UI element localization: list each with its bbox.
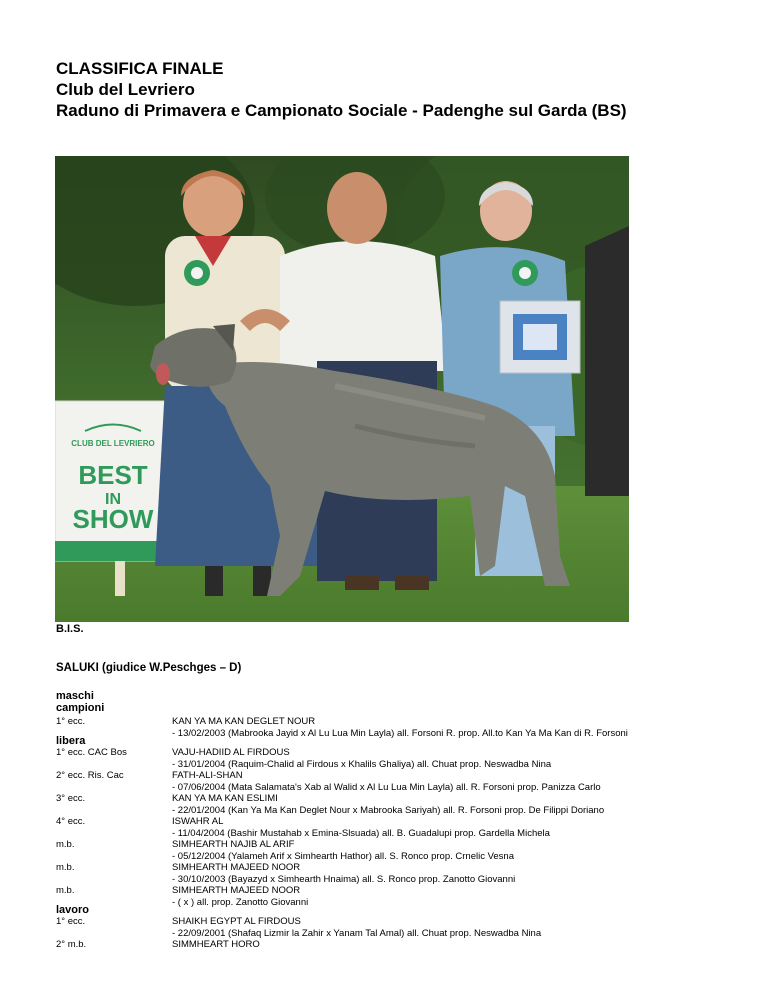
entry-label: 2° m.b. [56, 939, 87, 950]
entry [172, 939, 260, 951]
entry-name: KAN YA MA KAN ESLIMI [172, 793, 278, 804]
entry [172, 770, 601, 793]
entry-label: 1° ecc. [56, 716, 86, 727]
entry-name: SIMMHEART HORO [172, 939, 260, 950]
breed-title: SALUKI (giudice W.Peschges – D) [56, 662, 242, 674]
entry-name: SIMHEARTH NAJIB AL ARIF [172, 839, 295, 850]
entry-name: SHAIKH EGYPT AL FIRDOUS [172, 916, 301, 927]
entry-name: ISWAHR AL [172, 816, 224, 827]
sign-in-text: IN [105, 491, 121, 508]
entry [172, 747, 551, 770]
entry [172, 816, 550, 839]
entry-details: - 13/02/2003 (Mabrooka Jayid x Al Lu Lua Min Layla) all. Forsoni R. prop. All.to Kan Ya Ma Kan di R. Forsoni [172, 727, 628, 739]
entry-details: - 31/01/2004 (Raquim-Chalid al Firdous x Khalils Ghaliya) all. Chuat prop. Neswadba Nina [172, 758, 552, 770]
entry-name: SIMHEARTH MAJEED NOOR [172, 885, 301, 896]
sign-club-text: CLUB DEL LEVRIERO [71, 439, 155, 448]
entry-details: - 22/09/2001 (Shafaq Lizmir la Zahir x Yanam Tal Amal) all. Chuat prop. Neswadba Nina [172, 927, 542, 939]
entry [172, 839, 514, 862]
entry [172, 793, 604, 816]
document-title [56, 58, 627, 121]
entry [172, 916, 541, 939]
entry-details: - 11/04/2004 (Bashir Mustahab x Emina-Slsuada) all. B. Guadalupi prop. Gardella Michela [172, 827, 550, 839]
title-line-club: Club del Levriero [56, 80, 195, 99]
entry-details: - 30/10/2003 (Bayazyd x Simhearth Hnaima) all. S. Ronco prop. Zanotto Giovanni [172, 873, 516, 885]
entry-label: 1° ecc. [56, 916, 86, 927]
section-campioni: campioni [56, 702, 105, 714]
entry-label: m.b. [56, 839, 75, 850]
entry-name: SIMHEARTH MAJEED NOOR [172, 862, 301, 873]
title-line-classifica: CLASSIFICA FINALE [56, 59, 224, 78]
entry-name: VAJU-HADIID AL FIRDOUS [172, 747, 290, 758]
title-line-event: Raduno di Primavera e Campionato Sociale - Padenghe sul Garda (BS) [56, 101, 627, 120]
entry-label: 2° ecc. Ris. Cac [56, 770, 124, 781]
entry-name: KAN YA MA KAN DEGLET NOUR [172, 716, 316, 727]
entry [172, 716, 628, 739]
entry [172, 885, 308, 908]
entry [172, 862, 515, 885]
section-lavoro: lavoro [56, 904, 90, 916]
entry-label: 3° ecc. [56, 793, 86, 804]
entry-details: - 05/12/2004 (Yalameh Arif x Simhearth Hathor) all. S. Ronco prop. Crnelic Vesna [172, 850, 514, 862]
entry-details: - ( x ) all. prop. Zanotto Giovanni [172, 896, 309, 908]
entry-details: - 07/06/2004 (Mata Salamata's Xab al Walid x Al Lu Lua Min Layla) all. R. Forsoni prop. Panizza Carlo [172, 781, 601, 793]
section-libera: libera [56, 735, 86, 747]
entry-label: 1° ecc. CAC Bos [56, 747, 127, 758]
sign-show-text: SHOW [72, 504, 154, 534]
sign-best-text: BEST [78, 460, 148, 490]
entry-details: - 22/01/2004 (Kan Ya Ma Kan Deglet Nour x Mabrooka Sariyah) all. R. Forsoni prop. De Filippi Doriano [172, 804, 605, 816]
entry-label: m.b. [56, 885, 75, 896]
entry-name: FATH-ALI-SHAN [172, 770, 243, 781]
photo-caption: B.I.S. [56, 623, 84, 635]
section-maschi: maschi [56, 690, 94, 702]
best-in-show-photo [55, 156, 629, 622]
entry-label: m.b. [56, 862, 75, 873]
entry-label: 4° ecc. [56, 816, 86, 827]
